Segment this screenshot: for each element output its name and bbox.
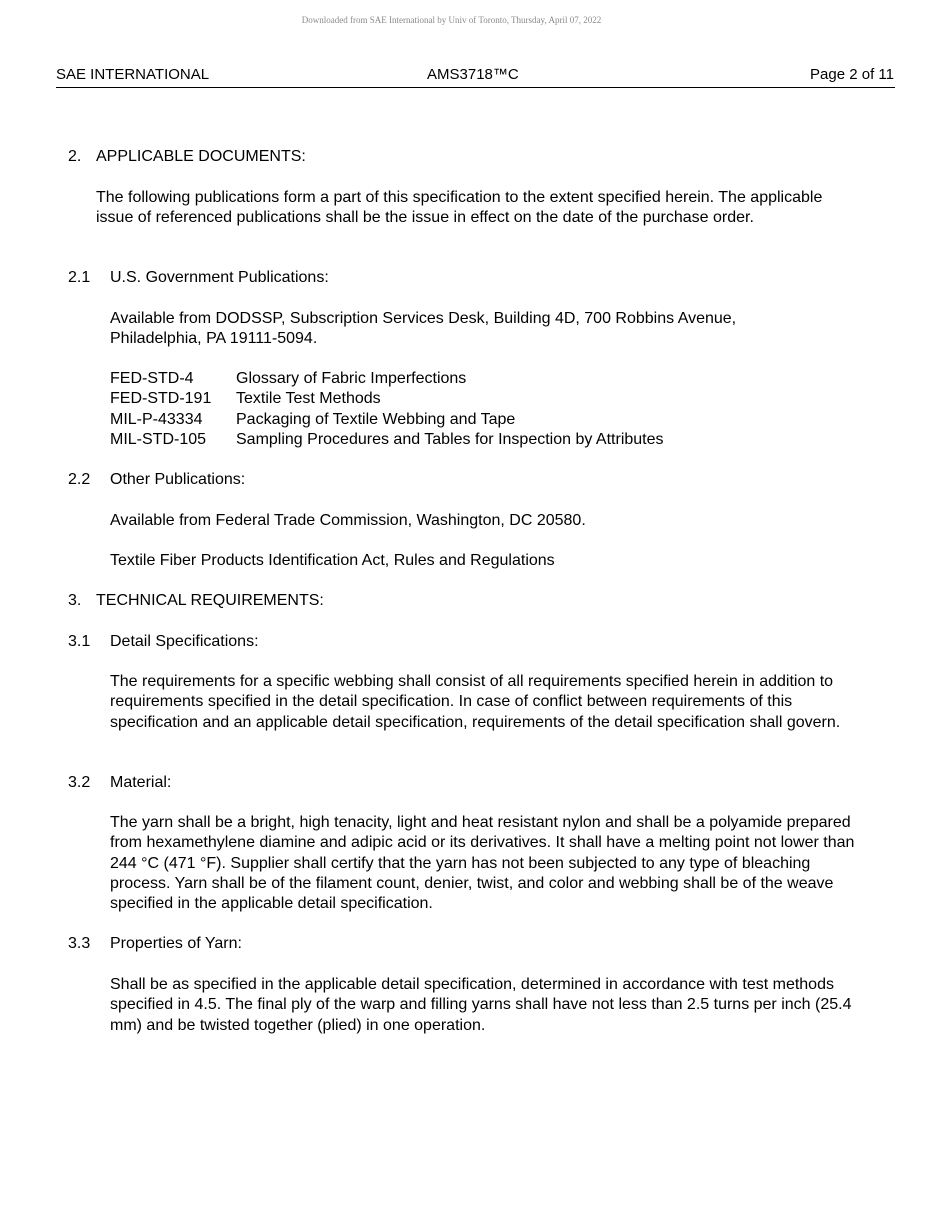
section-number: 2. (68, 148, 82, 165)
section-2-body: The following publications form a part of this specification to the extent specified herein. The applicable issue of referenced publications shall be the issue in effect on the date of the purchase order. (96, 189, 823, 227)
section-3-1-body: The requirements for a specific webbing shall consist of all requirements specified herein in addition to requirements specified in the detail specification. In case of conflict between requirements of this specification and an applicable detail specification, requirements of the detail specification shall govern. (110, 673, 841, 731)
section-3-3-heading (68, 934, 242, 954)
section-3-heading (68, 591, 324, 611)
section-title: TECHNICAL REQUIREMENTS: (96, 592, 324, 609)
header-page-number: Page 2 of 11 (810, 66, 894, 83)
section-2-1-heading (68, 268, 329, 288)
document-title: Sampling Procedures and Tables for Inspection by Attributes (236, 430, 664, 448)
section-3-2-heading (68, 773, 172, 793)
section-2-1-body: Available from DODSSP, Subscription Services Desk, Building 4D, 700 Robbins Avenue, Philadelphia, PA 19111-5094. (110, 310, 737, 348)
section-title: Detail Specifications: (110, 633, 259, 650)
header-publisher: SAE INTERNATIONAL (56, 66, 210, 83)
section-3-1-heading (68, 632, 259, 652)
document-row (110, 430, 850, 450)
section-2-2-heading (68, 470, 246, 490)
section-3-2-body: The yarn shall be a bright, high tenacity, light and heat resistant nylon and shall be a polyamide prepared from hexamethylene diamine and adipic acid or its derivatives. It shall have a melting point not lower than 244 °C (471 °F). Supplier shall certify that the yarn has not been subjected to any type of bleaching process. Yarn shall be of the filament count, denier, twist, and color and webbing shall be of the weave specified in the applicable detail specification. (110, 814, 855, 913)
document-code: MIL-P-43334 (110, 410, 203, 428)
document-title: Packaging of Textile Webbing and Tape (236, 410, 516, 428)
section-title: U.S. Government Publications: (110, 269, 329, 286)
document-row (110, 369, 850, 389)
section-2-2-document: Textile Fiber Products Identification Act, Rules and Regulations (110, 552, 555, 569)
section-title: Other Publications: (110, 471, 246, 488)
document-title: Glossary of Fabric Imperfections (236, 370, 467, 387)
section-number: 3.3 (68, 935, 91, 952)
section-number: 2.1 (68, 269, 91, 286)
section-3-3-body: Shall be as specified in the applicable detail specification, determined in accordance with test methods specified in 4.5. The final ply of the warp and filling yarns shall have not less than 2.5 turns per inch (25.4 mm) and be twisted together (plied) in one operation. (110, 976, 852, 1034)
document-code: MIL-STD-105 (110, 430, 207, 448)
document-title: Textile Test Methods (236, 390, 381, 408)
header-document-number: AMS3718™C (427, 66, 519, 83)
document-code: FED-STD-4 (110, 370, 194, 387)
section-2-heading (68, 147, 306, 167)
section-number: 3.1 (68, 633, 91, 650)
section-number: 2.2 (68, 471, 91, 488)
referenced-documents-list (110, 369, 850, 450)
section-2-2-body: Available from Federal Trade Commission, Washington, DC 20580. (110, 512, 586, 529)
document-row (110, 410, 850, 430)
download-watermark: Downloaded from SAE International by Univ of Toronto, Thursday, April 07, 2022 (301, 15, 602, 25)
section-title: Properties of Yarn: (110, 935, 242, 952)
document-row (110, 389, 850, 409)
section-number: 3.2 (68, 774, 91, 791)
section-number: 3. (68, 592, 82, 609)
document-code: FED-STD-191 (110, 390, 212, 408)
section-title: Material: (110, 774, 172, 791)
page-header (56, 66, 895, 88)
section-title: APPLICABLE DOCUMENTS: (96, 148, 306, 165)
